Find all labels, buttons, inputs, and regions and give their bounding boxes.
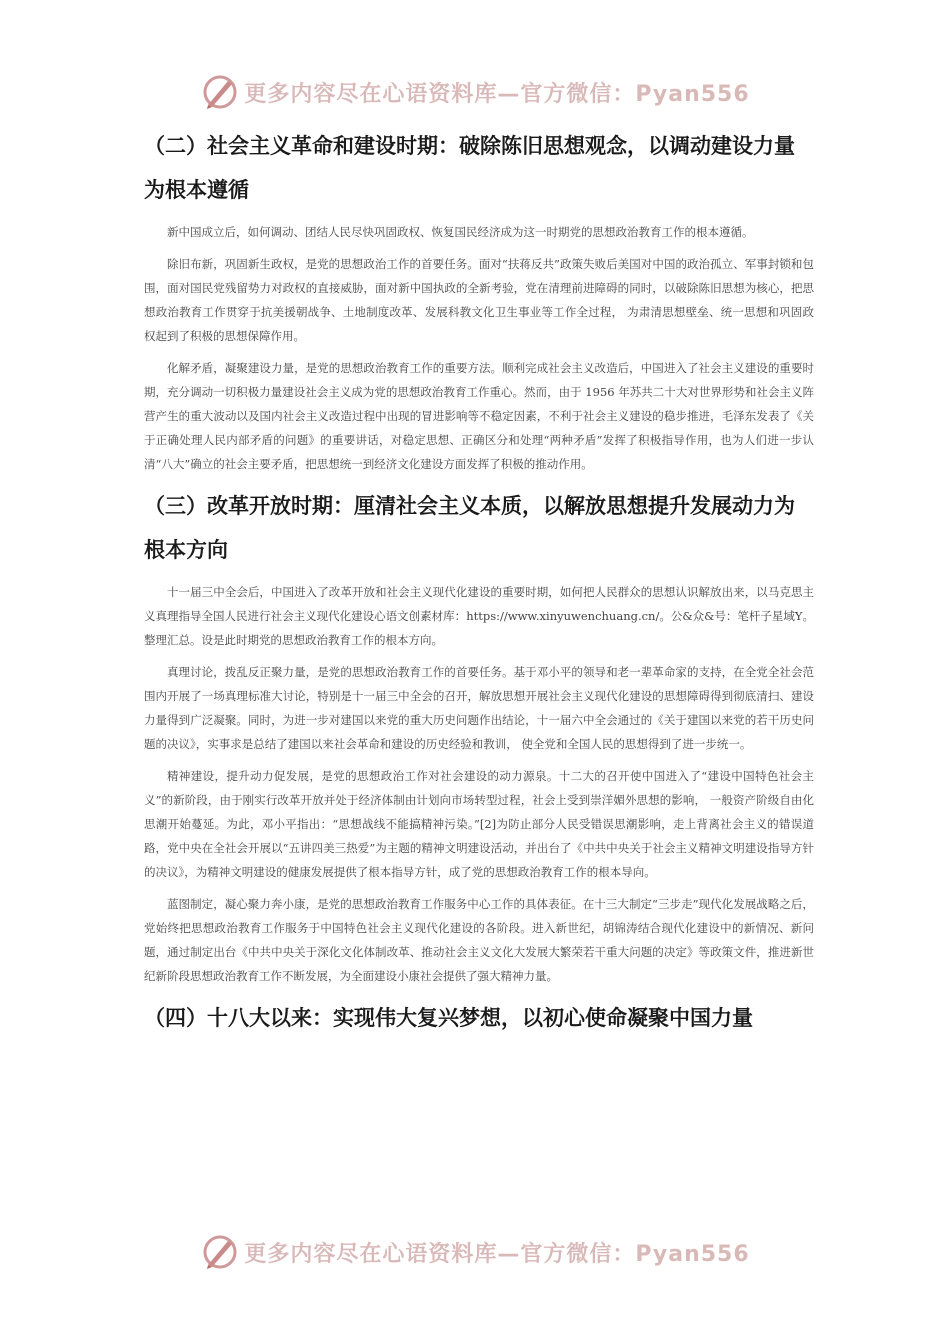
- paragraph: 化解矛盾，凝聚建设力量，是党的思想政治教育工作的重要方法。顺利完成社会主义改造后，中国进入了社会主义建设的重要时期，充分调动一切积极力量建设社会主义成为党的思想政治教育工作重心。然而，由于 1956 年苏共二十大对世界形势和社会主义阵营产生的重大波动以及国内社会主义改造过程中出现的冒进影响等不稳定因素，不利于社会主义建设的稳步推进，毛泽东发表了《关于正确处理人民内部矛盾的问题》的重要讲话，对稳定思想、正确区分和处理“两种矛盾”发挥了积极指导作用，也为人们进一步认清“八大”确立的社会主要矛盾，把思想统一到经济文化建设方面发挥了积极的推动作用。: [144, 361, 814, 471]
- header-watermark: [0, 70, 950, 114]
- footer-watermark: [0, 1230, 950, 1274]
- paragraph: 十一届三中全会后，中国进入了改革开放和社会主义现代化建设的重要时期，如何把人民群众的思想认识解放出来，以马克思主义真理指导全国人民进行社会主义现代化建设心语文创素材库：https://www.xinyuwenchuang.cn/。公&众&号：笔杆子星域Y。整理汇总。设是此时期党的思想政治教育工作的根本方向。: [144, 585, 814, 647]
- section-3: [144, 484, 814, 988]
- paragraph: 精神建设，提升动力促发展，是党的思想政治工作对社会建设的动力源泉。十二大的召开使中国进入了“建设中国特色社会主义”的新阶段，由于刚实行改革开放并处于经济体制由计划向市场转型过程，社会上受到崇洋媚外思想的影响， 一般资产阶级自由化思潮开始蔓延。为此，邓小平指出：“思想战线不能搞精神污染。”[2]为防止部分人民受错误思潮影响，走上背离社会主义的错误道路，党中央在全社会开展以“五讲四美三热爱”为主题的精神文明建设活动，并出台了《中共中央关于社会主义精神文明建设指导方针的决议》，为精神文明建设的健康发展提供了根本指导方针，成了党的思想政治教育工作的根本导向。: [144, 769, 814, 879]
- section-2: [144, 124, 814, 476]
- section-heading: （二）社会主义革命和建设时期：破除陈旧思想观念，以调动建设力量为根本遵循: [144, 134, 795, 202]
- watermark-text: 更多内容尽在心语资料库—官方微信：Pyan556: [244, 1241, 750, 1267]
- pen-logo-icon: [200, 72, 240, 112]
- paragraph: 除旧布新，巩固新生政权，是党的思想政治工作的首要任务。面对“扶蒋反共”政策失败后美国对中国的政治孤立、军事封锁和包围，面对国民党残留势力对政权的直接威胁，面对新中国执政的全新考验，党在清理前进障碍的同时，以破除陈旧思想为核心，把思想政治教育工作贯穿于抗美援朝战争、土地制度改革、发展科教文化卫生事业等工作全过程， 为肃清思想壁垒、统一思想和巩固政权起到了积极的思想保障作用。: [144, 257, 814, 343]
- paragraph: 新中国成立后，如何调动、团结人民尽快巩固政权、恢复国民经济成为这一时期党的思想政治教育工作的根本遵循。: [167, 225, 754, 239]
- document-body: [144, 124, 814, 1048]
- section-heading: （三）改革开放时期：厘清社会主义本质，以解放思想提升发展动力为根本方向: [144, 494, 795, 562]
- pen-logo-icon: [200, 1232, 240, 1272]
- paragraph: 真理讨论，拨乱反正聚力量，是党的思想政治教育工作的首要任务。基于邓小平的领导和老一辈革命家的支持，在全党全社会范围内开展了一场真理标准大讨论，特别是十一届三中全会的召开，解放思想开展社会主义现代化建设的思想障碍得到彻底清扫、建设力量得到广泛凝聚。同时，为进一步对建国以来党的重大历史问题作出结论，十一届六中全会通过的《关于建国以来党的若干历史问题的决议》，实事求是总结了建国以来社会革命和建设的历史经验和教训， 使全党和全国人民的思想得到了进一步统一。: [144, 665, 814, 751]
- section-heading: （四）十八大以来：实现伟大复兴梦想，以初心使命凝聚中国力量: [144, 1006, 753, 1030]
- section-4: [144, 996, 814, 1040]
- watermark-text: 更多内容尽在心语资料库—官方微信：Pyan556: [244, 81, 750, 107]
- paragraph: 蓝图制定，凝心聚力奔小康，是党的思想政治教育工作服务中心工作的具体表征。在十三大制定“三步走”现代化发展战略之后，党始终把思想政治教育工作服务于中国特色社会主义现代化建设的各阶段。进入新世纪，胡锦涛结合现代化建设中的新情况、新问题，通过制定出台《中共中央关于深化文化体制改革、推动社会主义文化大发展大繁荣若干重大问题的决定》等政策文件，推进新世纪新阶段思想政治教育工作不断发展，为全面建设小康社会提供了强大精神力量。: [144, 897, 814, 983]
